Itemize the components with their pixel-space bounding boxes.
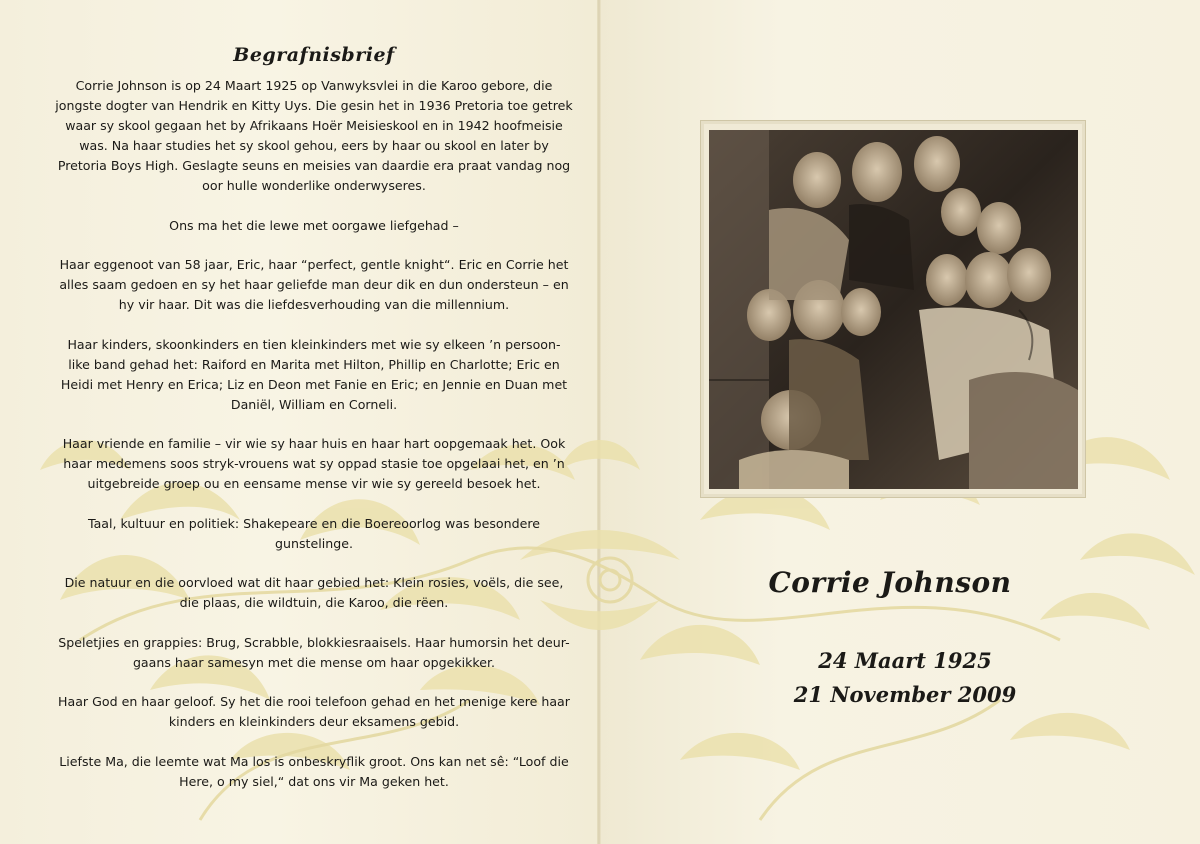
text-line: uitgebreide groep ou en eensame mense vir wie sy gereeld besoek het. [87,476,541,491]
paragraph-biography [40,76,588,196]
birth-date: 24 Maart 1925 [818,648,992,673]
paragraph-culture [40,514,588,554]
text-line: jongste dogter van Hendrik en Kitty Uys. Die gesin het in 1936 Pretoria toe getrek [55,98,573,113]
text-line: waar sy skool gegaan het by Afrikaans Hoër Meisieskool en in 1942 hoofmeisie [65,118,563,133]
paragraph-farewell [40,752,588,792]
funeral-letter [40,44,588,811]
paragraph-faith [40,692,588,732]
text-line: Daniël, William en Corneli. [230,396,398,412]
death-date: 21 November 2009 [793,682,1017,707]
paragraph-intro [40,216,588,236]
paragraph-children [40,335,588,415]
text-line: Haar kinders, skoonkinders en tien kleinkinders met wie sy elkeen ’n persoon- [67,336,561,352]
text-line: kinders en kleinkinders deur eksamens gebid. [168,714,460,729]
text-line: Corrie Johnson is op 24 Maart 1925 op Vanwyksvlei in die Karoo gebore, die [75,78,553,93]
paragraph-games [40,633,588,673]
text-line: Taal, kultuur en politiek: Shakepeare en die Boereoorlog was besondere [87,515,541,531]
text-line: gaans haar samesyn met die mense om haar opgekikker. [132,654,496,670]
text-line: Haar God en haar geloof. Sy het die rooi telefoon gehad en het menige kere haar [58,694,570,709]
family-photo-icon [709,130,1078,489]
text-line: Speletjies en grappies: Brug, Scrabble, blokkiesraaisels. Haar humorsin het deur- [58,634,570,650]
deceased-name: Corrie Johnson [768,566,1012,599]
text-line: Pretoria Boys High. Geslagte seuns en meisies van daardie era praat vandag nog [57,158,571,173]
text-line: alles saam gedoen en sy het haar geliefde man deur dik en dun ondersteun – en [59,277,569,292]
text-line: was. Na haar studies het sy skool gehou, eers by haar ou skool en later by [79,138,549,153]
text-line: hy vir haar. Dit was die liefdesverhouding van die millennium. [118,297,510,312]
text-line: Heidi met Henry en Erica; Liz en Deon met Fanie en Eric; en Jennie en Duan met [60,376,568,392]
paragraph-husband [40,255,588,315]
letter-title: Begrafnisbrief [233,44,395,66]
paragraph-friends [40,434,588,494]
text-line: Haar eggenoot van 58 jaar, Eric, haar “perfect, gentle knight“. Eric en Corrie het [59,257,569,272]
text-line: die plaas, die wildtuin, die Karoo, die rëen. [179,595,449,610]
text-line: Die natuur en die oorvloed wat dit haar gebied het: Klein rosies, voëls, die see, [64,575,564,590]
paragraph-nature [40,573,588,613]
text-line: gunstelinge. [275,535,353,551]
text-line: haar medemens soos stryk-vrouens wat sy oppad stasie toe opgelaai het, en ’n [63,456,565,471]
text-line: like band gehad het: Raiford en Marita met Hilton, Phillip en Charlotte; Eric en [68,356,560,372]
text-line: oor hulle wonderlike onderwyseres. [202,178,426,193]
text-line: Liefste Ma, die leemte wat Ma los is onbeskryflik groot. Ons kan net sê: “Loof die [59,753,569,769]
text-line: Haar vriende en familie – vir wie sy haar huis en haar hart oopgemaak het. Ook [62,436,566,451]
text-line: Ons ma het die lewe met oorgawe liefgehad – [169,217,459,233]
text-line: Here, o my siel,“ dat ons vir Ma geken het. [179,773,449,789]
